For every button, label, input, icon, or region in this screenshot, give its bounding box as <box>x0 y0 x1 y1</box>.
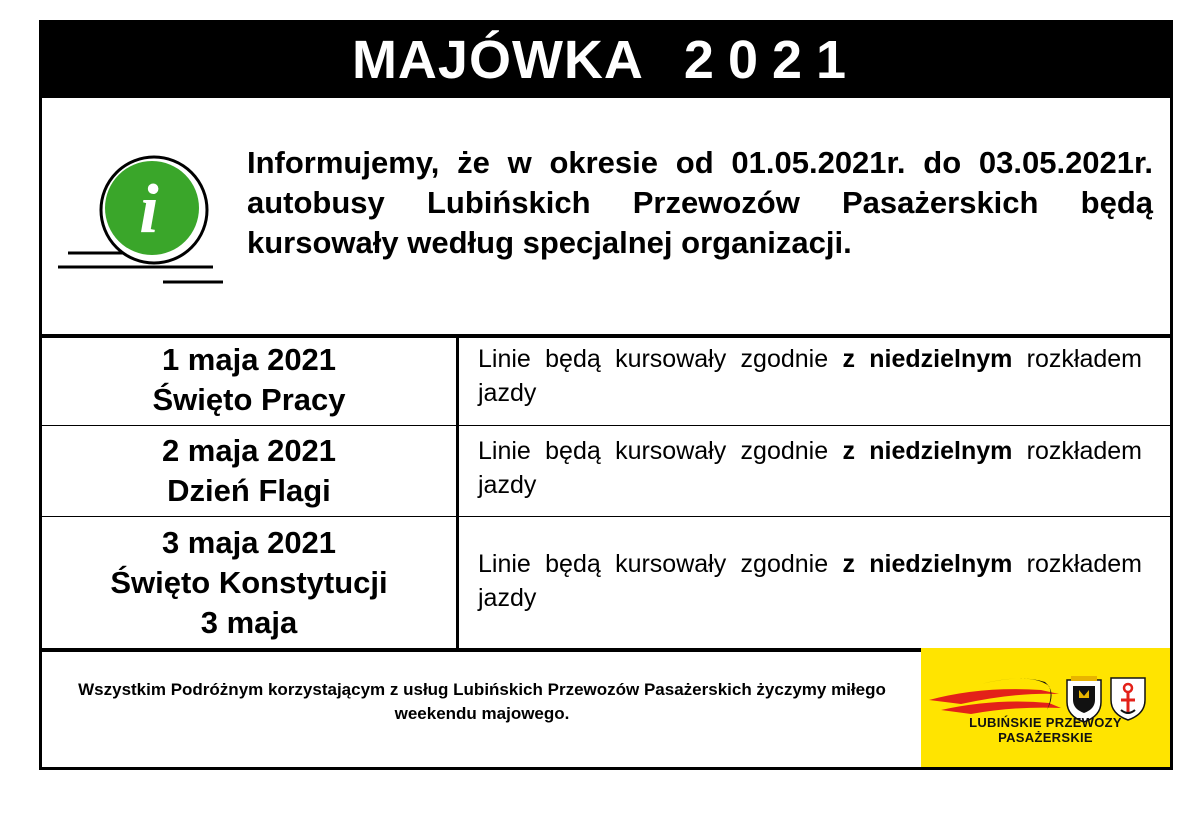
holiday-name-cont: 3 maja <box>200 604 298 640</box>
schedule-text-end: rozkładem jazdy <box>478 345 1142 407</box>
info-text: Informujemy, że w okresie od 01.05.2021r. do 03.05.2021r. autobusy Lubińskich Przewozów Pasażerskich będą kursowały według specjalnej organizacji. <box>247 145 1153 260</box>
holiday-name: Święto Pracy <box>152 381 346 417</box>
schedule-info <box>478 434 1142 502</box>
notice-header <box>42 23 1170 98</box>
schedule-info <box>478 547 1142 615</box>
info-icon <box>48 150 228 290</box>
table-row <box>42 517 1170 652</box>
schedule-emphasis: z niedzielnym <box>842 345 1013 373</box>
schedule-text-end: rozkładem jazdy <box>478 550 1142 612</box>
notice-frame <box>39 20 1173 770</box>
holiday-cell <box>42 517 459 648</box>
header-year: 2021 <box>683 30 861 90</box>
holiday-cell <box>42 426 459 516</box>
logo-text: LUBIŃSKIE PRZEWOZY PASAŻERSKIE <box>969 715 1122 745</box>
footer-greeting: Wszystkim Podróżnym korzystającym z usług Lubińskich Przewozów Pasażerskich życzymy miłego weekendu majowego. <box>78 680 886 723</box>
company-logo <box>921 648 1170 767</box>
schedule-text-end: rozkładem jazdy <box>478 437 1142 499</box>
schedule-emphasis: z niedzielnym <box>842 550 1013 578</box>
schedule-emphasis: z niedzielnym <box>842 437 1013 465</box>
svg-text:i: i <box>139 171 159 248</box>
schedule-text: Linie będą kursowały zgodnie <box>478 437 843 465</box>
schedule-info <box>478 342 1142 410</box>
holiday-cell <box>42 334 459 425</box>
table-row <box>42 426 1170 517</box>
holiday-name: Dzień Flagi <box>167 473 331 508</box>
city-emblem-icon <box>1111 678 1145 720</box>
table-row <box>42 334 1170 426</box>
holiday-date: 2 maja 2021 <box>161 433 337 468</box>
holiday-name: Święto Konstytucji <box>110 564 388 600</box>
info-section <box>42 98 1170 338</box>
footer <box>42 648 1170 767</box>
holiday-date: 3 maja 2021 <box>161 524 337 560</box>
header-title: MAJÓWKA <box>351 30 644 90</box>
holiday-date: 1 maja 2021 <box>161 341 337 377</box>
schedule-text: Linie będą kursowały zgodnie <box>478 550 843 578</box>
schedule-text: Linie będą kursowały zgodnie <box>478 345 843 373</box>
